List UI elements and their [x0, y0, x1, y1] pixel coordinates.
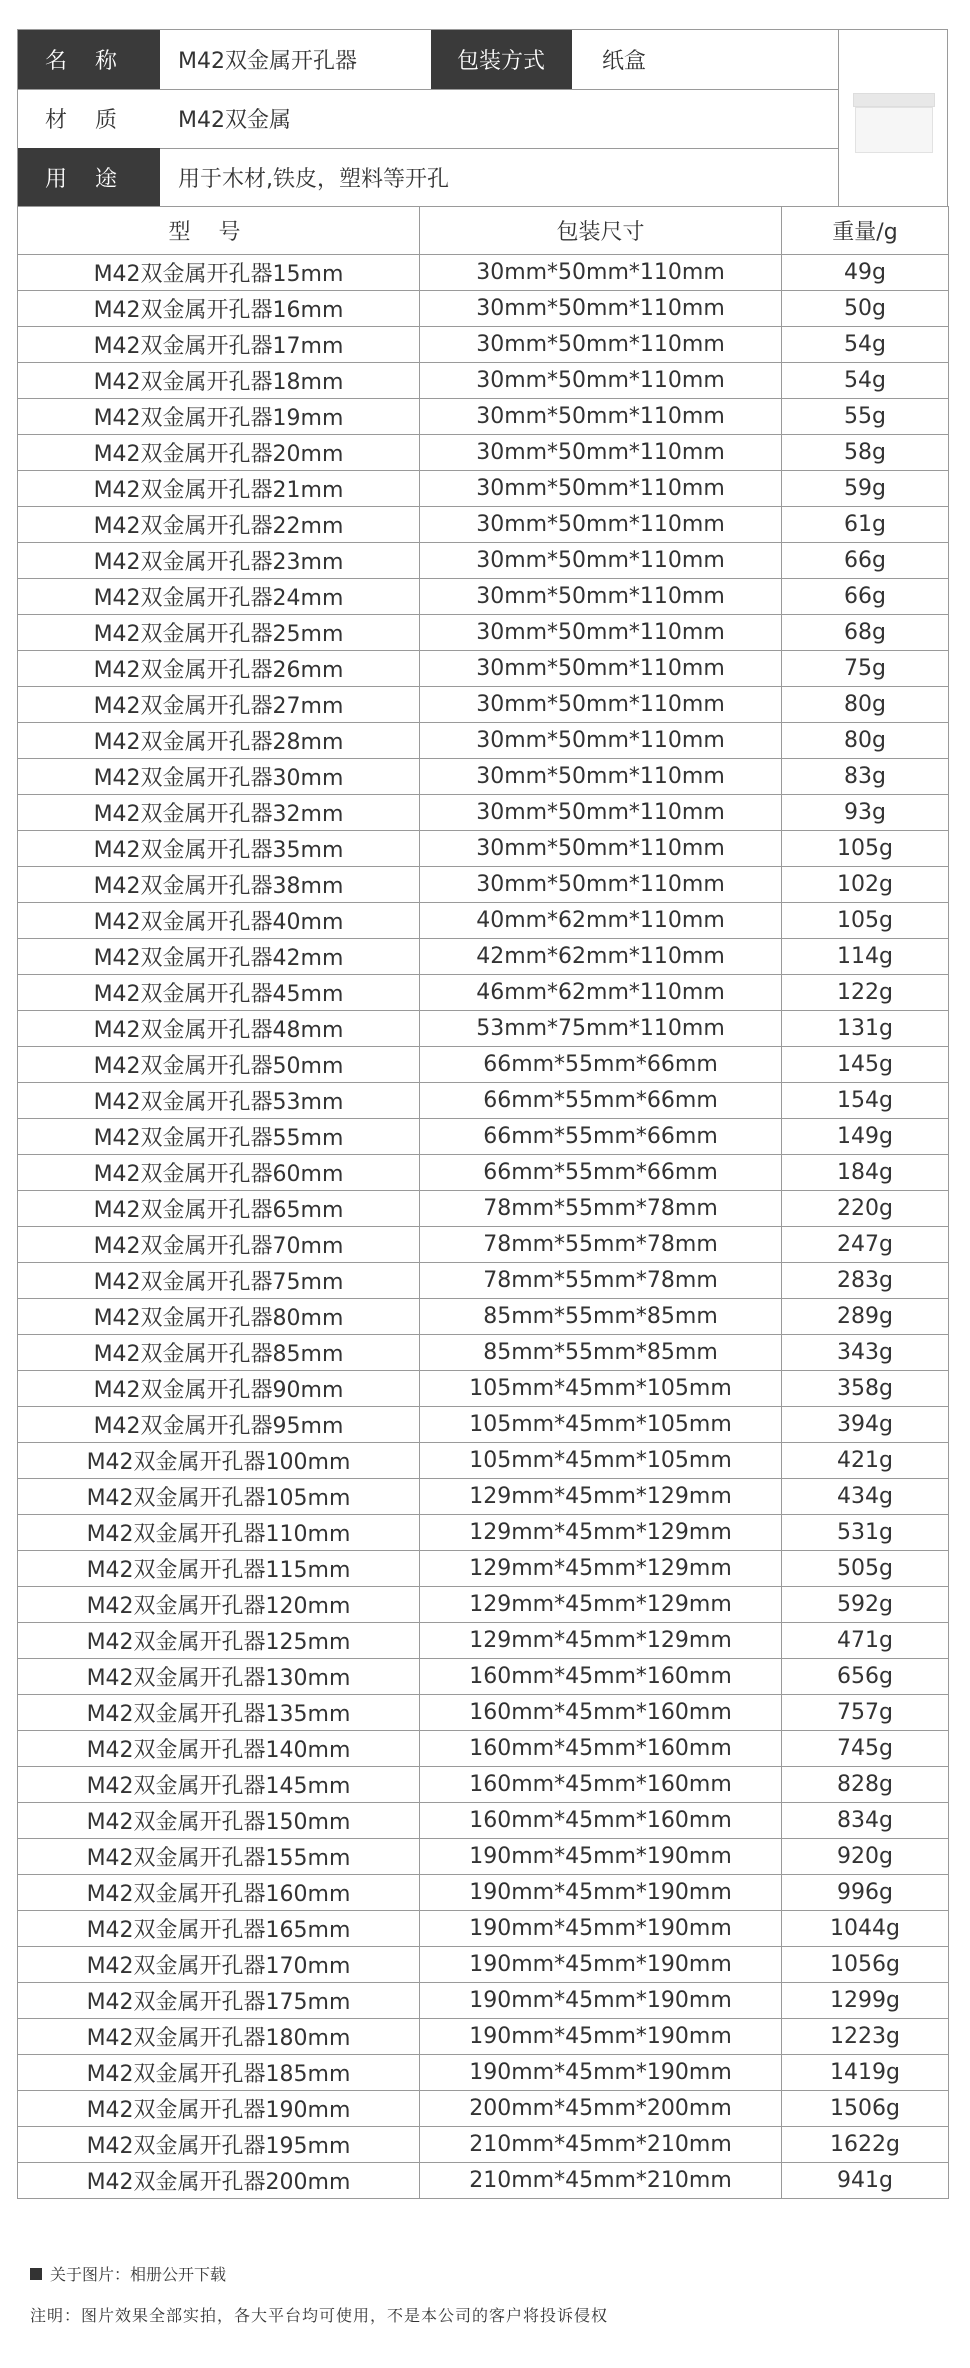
table-row: [18, 435, 949, 471]
cell-model: M42双金属开孔器200mm: [18, 2163, 420, 2199]
cell-weight: 93g: [782, 795, 949, 831]
packaging-value: 纸盒: [602, 49, 647, 74]
cell-package-size: 105mm*45mm*105mm: [420, 1371, 782, 1407]
cell-package-size: 190mm*45mm*190mm: [420, 2019, 782, 2055]
cell-weight: 358g: [782, 1371, 949, 1407]
table-row: [18, 1731, 949, 1767]
cell-model: M42双金属开孔器30mm: [18, 759, 420, 795]
cell-model: M42双金属开孔器175mm: [18, 1983, 420, 2019]
cell-model: M42双金属开孔器18mm: [18, 363, 420, 399]
cell-weight: 1506g: [782, 2091, 949, 2127]
cell-weight: 1056g: [782, 1947, 949, 1983]
cell-model: M42双金属开孔器60mm: [18, 1155, 420, 1191]
table-row: [18, 1299, 949, 1335]
cell-package-size: 30mm*50mm*110mm: [420, 795, 782, 831]
cell-package-size: 53mm*75mm*110mm: [420, 1011, 782, 1047]
cell-package-size: 160mm*45mm*160mm: [420, 1659, 782, 1695]
cell-package-size: 30mm*50mm*110mm: [420, 435, 782, 471]
cell-package-size: 30mm*50mm*110mm: [420, 327, 782, 363]
packaging-label: 包装方式: [431, 30, 572, 89]
cell-weight: 54g: [782, 363, 949, 399]
info-row-name: [18, 30, 838, 90]
cell-model: M42双金属开孔器155mm: [18, 1839, 420, 1875]
cell-model: M42双金属开孔器120mm: [18, 1587, 420, 1623]
table-row: [18, 2055, 949, 2091]
cell-weight: 80g: [782, 687, 949, 723]
cell-weight: 50g: [782, 291, 949, 327]
table-row: [18, 1803, 949, 1839]
cell-package-size: 30mm*50mm*110mm: [420, 399, 782, 435]
cell-package-size: 160mm*45mm*160mm: [420, 1767, 782, 1803]
cell-weight: 54g: [782, 327, 949, 363]
name-value: M42双金属开孔器: [178, 49, 357, 74]
cell-weight: 58g: [782, 435, 949, 471]
cell-package-size: 78mm*55mm*78mm: [420, 1191, 782, 1227]
cell-weight: 247g: [782, 1227, 949, 1263]
table-row: [18, 1767, 949, 1803]
cell-package-size: 30mm*50mm*110mm: [420, 255, 782, 291]
table-row: [18, 1947, 949, 1983]
cell-package-size: 129mm*45mm*129mm: [420, 1515, 782, 1551]
table-row: [18, 903, 949, 939]
cell-package-size: 190mm*45mm*190mm: [420, 1911, 782, 1947]
cell-weight: 131g: [782, 1011, 949, 1047]
cell-weight: 920g: [782, 1839, 949, 1875]
table-row: [18, 1983, 949, 2019]
table-row: [18, 327, 949, 363]
cell-model: M42双金属开孔器50mm: [18, 1047, 420, 1083]
cell-weight: 1044g: [782, 1911, 949, 1947]
cell-model: M42双金属开孔器25mm: [18, 615, 420, 651]
cell-package-size: 30mm*50mm*110mm: [420, 867, 782, 903]
table-row: [18, 615, 949, 651]
table-body: [18, 255, 949, 2199]
table-row: [18, 2163, 949, 2199]
cell-model: M42双金属开孔器55mm: [18, 1119, 420, 1155]
cell-model: M42双金属开孔器32mm: [18, 795, 420, 831]
cell-package-size: 66mm*55mm*66mm: [420, 1083, 782, 1119]
table-header-row: [18, 207, 949, 255]
table-row: [18, 1155, 949, 1191]
cell-package-size: 30mm*50mm*110mm: [420, 723, 782, 759]
cell-package-size: 85mm*55mm*85mm: [420, 1335, 782, 1371]
cell-model: M42双金属开孔器100mm: [18, 1443, 420, 1479]
table-row: [18, 1407, 949, 1443]
cell-weight: 122g: [782, 975, 949, 1011]
table-row: [18, 1263, 949, 1299]
cell-model: M42双金属开孔器110mm: [18, 1515, 420, 1551]
cell-package-size: 160mm*45mm*160mm: [420, 1695, 782, 1731]
cell-package-size: 200mm*45mm*200mm: [420, 2091, 782, 2127]
cell-package-size: 30mm*50mm*110mm: [420, 759, 782, 795]
cell-weight: 154g: [782, 1083, 949, 1119]
table-row: [18, 795, 949, 831]
cell-package-size: 129mm*45mm*129mm: [420, 1623, 782, 1659]
cell-model: M42双金属开孔器17mm: [18, 327, 420, 363]
cell-package-size: 46mm*62mm*110mm: [420, 975, 782, 1011]
cell-package-size: 42mm*62mm*110mm: [420, 939, 782, 975]
cell-package-size: 30mm*50mm*110mm: [420, 543, 782, 579]
cell-weight: 941g: [782, 2163, 949, 2199]
cell-model: M42双金属开孔器160mm: [18, 1875, 420, 1911]
cell-weight: 83g: [782, 759, 949, 795]
cell-model: M42双金属开孔器45mm: [18, 975, 420, 1011]
table-row: [18, 2127, 949, 2163]
table-row: [18, 1875, 949, 1911]
cell-model: M42双金属开孔器16mm: [18, 291, 420, 327]
cell-weight: 531g: [782, 1515, 949, 1551]
cell-weight: 828g: [782, 1767, 949, 1803]
cell-package-size: 210mm*45mm*210mm: [420, 2127, 782, 2163]
cell-package-size: 190mm*45mm*190mm: [420, 1983, 782, 2019]
cell-package-size: 66mm*55mm*66mm: [420, 1119, 782, 1155]
cell-model: M42双金属开孔器165mm: [18, 1911, 420, 1947]
table-row: [18, 1119, 949, 1155]
cell-model: M42双金属开孔器27mm: [18, 687, 420, 723]
table-row: [18, 2019, 949, 2055]
cell-model: M42双金属开孔器180mm: [18, 2019, 420, 2055]
cell-model: M42双金属开孔器19mm: [18, 399, 420, 435]
cell-package-size: 30mm*50mm*110mm: [420, 291, 782, 327]
square-bullet-icon: [30, 2268, 42, 2280]
cell-model: M42双金属开孔器150mm: [18, 1803, 420, 1839]
table-row: [18, 687, 949, 723]
cell-model: M42双金属开孔器35mm: [18, 831, 420, 867]
material-label: 材质: [45, 108, 146, 133]
cell-weight: 656g: [782, 1659, 949, 1695]
table-row: [18, 399, 949, 435]
cell-model: M42双金属开孔器24mm: [18, 579, 420, 615]
info-row-material: [18, 89, 838, 149]
info-row-usage: [18, 148, 838, 206]
cell-package-size: 30mm*50mm*110mm: [420, 615, 782, 651]
cell-model: M42双金属开孔器90mm: [18, 1371, 420, 1407]
cell-weight: 1299g: [782, 1983, 949, 2019]
cell-weight: 834g: [782, 1803, 949, 1839]
cell-model: M42双金属开孔器135mm: [18, 1695, 420, 1731]
cell-package-size: 30mm*50mm*110mm: [420, 471, 782, 507]
cell-package-size: 40mm*62mm*110mm: [420, 903, 782, 939]
cell-package-size: 210mm*45mm*210mm: [420, 2163, 782, 2199]
cell-weight: 149g: [782, 1119, 949, 1155]
cell-package-size: 30mm*50mm*110mm: [420, 507, 782, 543]
cell-package-size: 78mm*55mm*78mm: [420, 1263, 782, 1299]
cell-model: M42双金属开孔器145mm: [18, 1767, 420, 1803]
table-row: [18, 1551, 949, 1587]
cell-package-size: 105mm*45mm*105mm: [420, 1443, 782, 1479]
table-row: [18, 1695, 949, 1731]
cell-weight: 105g: [782, 831, 949, 867]
header-package-size: 包装尺寸: [420, 207, 782, 255]
table-row: [18, 1047, 949, 1083]
table-row: [18, 1011, 949, 1047]
table-row: [18, 867, 949, 903]
packaging-box-image: [853, 79, 935, 157]
cell-package-size: 30mm*50mm*110mm: [420, 831, 782, 867]
table-row: [18, 255, 949, 291]
table-row: [18, 759, 949, 795]
cell-weight: 114g: [782, 939, 949, 975]
cell-model: M42双金属开孔器15mm: [18, 255, 420, 291]
cell-package-size: 66mm*55mm*66mm: [420, 1047, 782, 1083]
table-row: [18, 975, 949, 1011]
cell-model: M42双金属开孔器26mm: [18, 651, 420, 687]
table-row: [18, 939, 949, 975]
cell-weight: 1419g: [782, 2055, 949, 2091]
cell-package-size: 129mm*45mm*129mm: [420, 1551, 782, 1587]
cell-model: M42双金属开孔器53mm: [18, 1083, 420, 1119]
cell-weight: 471g: [782, 1623, 949, 1659]
table-row: [18, 1515, 949, 1551]
cell-weight: 105g: [782, 903, 949, 939]
cell-weight: 343g: [782, 1335, 949, 1371]
cell-package-size: 78mm*55mm*78mm: [420, 1227, 782, 1263]
table-row: [18, 1623, 949, 1659]
table-row: [18, 1191, 949, 1227]
cell-weight: 745g: [782, 1731, 949, 1767]
header-model: 型号: [18, 207, 420, 255]
cell-model: M42双金属开孔器75mm: [18, 1263, 420, 1299]
cell-weight: 66g: [782, 543, 949, 579]
cell-weight: 592g: [782, 1587, 949, 1623]
cell-weight: 184g: [782, 1155, 949, 1191]
cell-model: M42双金属开孔器140mm: [18, 1731, 420, 1767]
cell-weight: 75g: [782, 651, 949, 687]
cell-weight: 49g: [782, 255, 949, 291]
cell-model: M42双金属开孔器40mm: [18, 903, 420, 939]
cell-model: M42双金属开孔器85mm: [18, 1335, 420, 1371]
cell-weight: 434g: [782, 1479, 949, 1515]
cell-package-size: 190mm*45mm*190mm: [420, 1947, 782, 1983]
table-row: [18, 1479, 949, 1515]
cell-weight: 59g: [782, 471, 949, 507]
cell-weight: 996g: [782, 1875, 949, 1911]
cell-weight: 757g: [782, 1695, 949, 1731]
table-row: [18, 1443, 949, 1479]
cell-model: M42双金属开孔器105mm: [18, 1479, 420, 1515]
cell-package-size: 105mm*45mm*105mm: [420, 1407, 782, 1443]
table-row: [18, 831, 949, 867]
cell-model: M42双金属开孔器48mm: [18, 1011, 420, 1047]
cell-package-size: 129mm*45mm*129mm: [420, 1479, 782, 1515]
cell-weight: 1622g: [782, 2127, 949, 2163]
table-row: [18, 651, 949, 687]
table-row: [18, 1911, 949, 1947]
cell-weight: 145g: [782, 1047, 949, 1083]
header-weight: 重量/g: [782, 207, 949, 255]
table-row: [18, 471, 949, 507]
cell-package-size: 66mm*55mm*66mm: [420, 1155, 782, 1191]
cell-weight: 1223g: [782, 2019, 949, 2055]
cell-weight: 289g: [782, 1299, 949, 1335]
cell-model: M42双金属开孔器65mm: [18, 1191, 420, 1227]
product-image-cell: [838, 30, 948, 206]
table-row: [18, 1227, 949, 1263]
cell-model: M42双金属开孔器130mm: [18, 1659, 420, 1695]
table-row: [18, 1659, 949, 1695]
spec-table: [17, 206, 949, 2199]
cell-model: M42双金属开孔器42mm: [18, 939, 420, 975]
cell-model: M42双金属开孔器70mm: [18, 1227, 420, 1263]
image-note: [30, 2262, 226, 2285]
table-row: [18, 723, 949, 759]
cell-model: M42双金属开孔器115mm: [18, 1551, 420, 1587]
image-note-text: 关于图片：相册公开下载: [50, 2265, 227, 2284]
cell-package-size: 190mm*45mm*190mm: [420, 1875, 782, 1911]
usage-label: 用途: [18, 148, 160, 206]
cell-model: M42双金属开孔器195mm: [18, 2127, 420, 2163]
cell-package-size: 85mm*55mm*85mm: [420, 1299, 782, 1335]
cell-weight: 68g: [782, 615, 949, 651]
usage-value: 用于木材,铁皮，塑料等开孔: [178, 166, 449, 192]
cell-weight: 394g: [782, 1407, 949, 1443]
table-row: [18, 363, 949, 399]
cell-package-size: 30mm*50mm*110mm: [420, 363, 782, 399]
cell-model: M42双金属开孔器22mm: [18, 507, 420, 543]
cell-model: M42双金属开孔器95mm: [18, 1407, 420, 1443]
name-label: 名称: [18, 30, 160, 89]
cell-model: M42双金属开孔器125mm: [18, 1623, 420, 1659]
table-row: [18, 1371, 949, 1407]
table-row: [18, 543, 949, 579]
table-row: [18, 291, 949, 327]
table-row: [18, 1587, 949, 1623]
cell-model: M42双金属开孔器185mm: [18, 2055, 420, 2091]
cell-package-size: 190mm*45mm*190mm: [420, 1839, 782, 1875]
cell-package-size: 190mm*45mm*190mm: [420, 2055, 782, 2091]
cell-weight: 61g: [782, 507, 949, 543]
table-row: [18, 579, 949, 615]
cell-model: M42双金属开孔器28mm: [18, 723, 420, 759]
table-row: [18, 507, 949, 543]
table-row: [18, 1839, 949, 1875]
cell-weight: 220g: [782, 1191, 949, 1227]
cell-package-size: 30mm*50mm*110mm: [420, 687, 782, 723]
cell-model: M42双金属开孔器23mm: [18, 543, 420, 579]
disclaimer-text: 注明：图片效果全部实拍，各大平台均可使用，不是本公司的客户将投诉侵权: [30, 2306, 609, 2325]
cell-package-size: 30mm*50mm*110mm: [420, 579, 782, 615]
cell-model: M42双金属开孔器190mm: [18, 2091, 420, 2127]
cell-package-size: 129mm*45mm*129mm: [420, 1587, 782, 1623]
cell-package-size: 30mm*50mm*110mm: [420, 651, 782, 687]
material-value: M42双金属: [178, 108, 291, 133]
cell-model: M42双金属开孔器80mm: [18, 1299, 420, 1335]
cell-weight: 421g: [782, 1443, 949, 1479]
cell-weight: 283g: [782, 1263, 949, 1299]
cell-weight: 66g: [782, 579, 949, 615]
cell-model: M42双金属开孔器38mm: [18, 867, 420, 903]
cell-weight: 55g: [782, 399, 949, 435]
cell-model: M42双金属开孔器21mm: [18, 471, 420, 507]
cell-weight: 505g: [782, 1551, 949, 1587]
product-info-block: [17, 29, 948, 207]
table-row: [18, 1083, 949, 1119]
cell-model: M42双金属开孔器170mm: [18, 1947, 420, 1983]
table-row: [18, 2091, 949, 2127]
cell-weight: 80g: [782, 723, 949, 759]
cell-weight: 102g: [782, 867, 949, 903]
cell-package-size: 160mm*45mm*160mm: [420, 1803, 782, 1839]
cell-model: M42双金属开孔器20mm: [18, 435, 420, 471]
table-row: [18, 1335, 949, 1371]
cell-package-size: 160mm*45mm*160mm: [420, 1731, 782, 1767]
